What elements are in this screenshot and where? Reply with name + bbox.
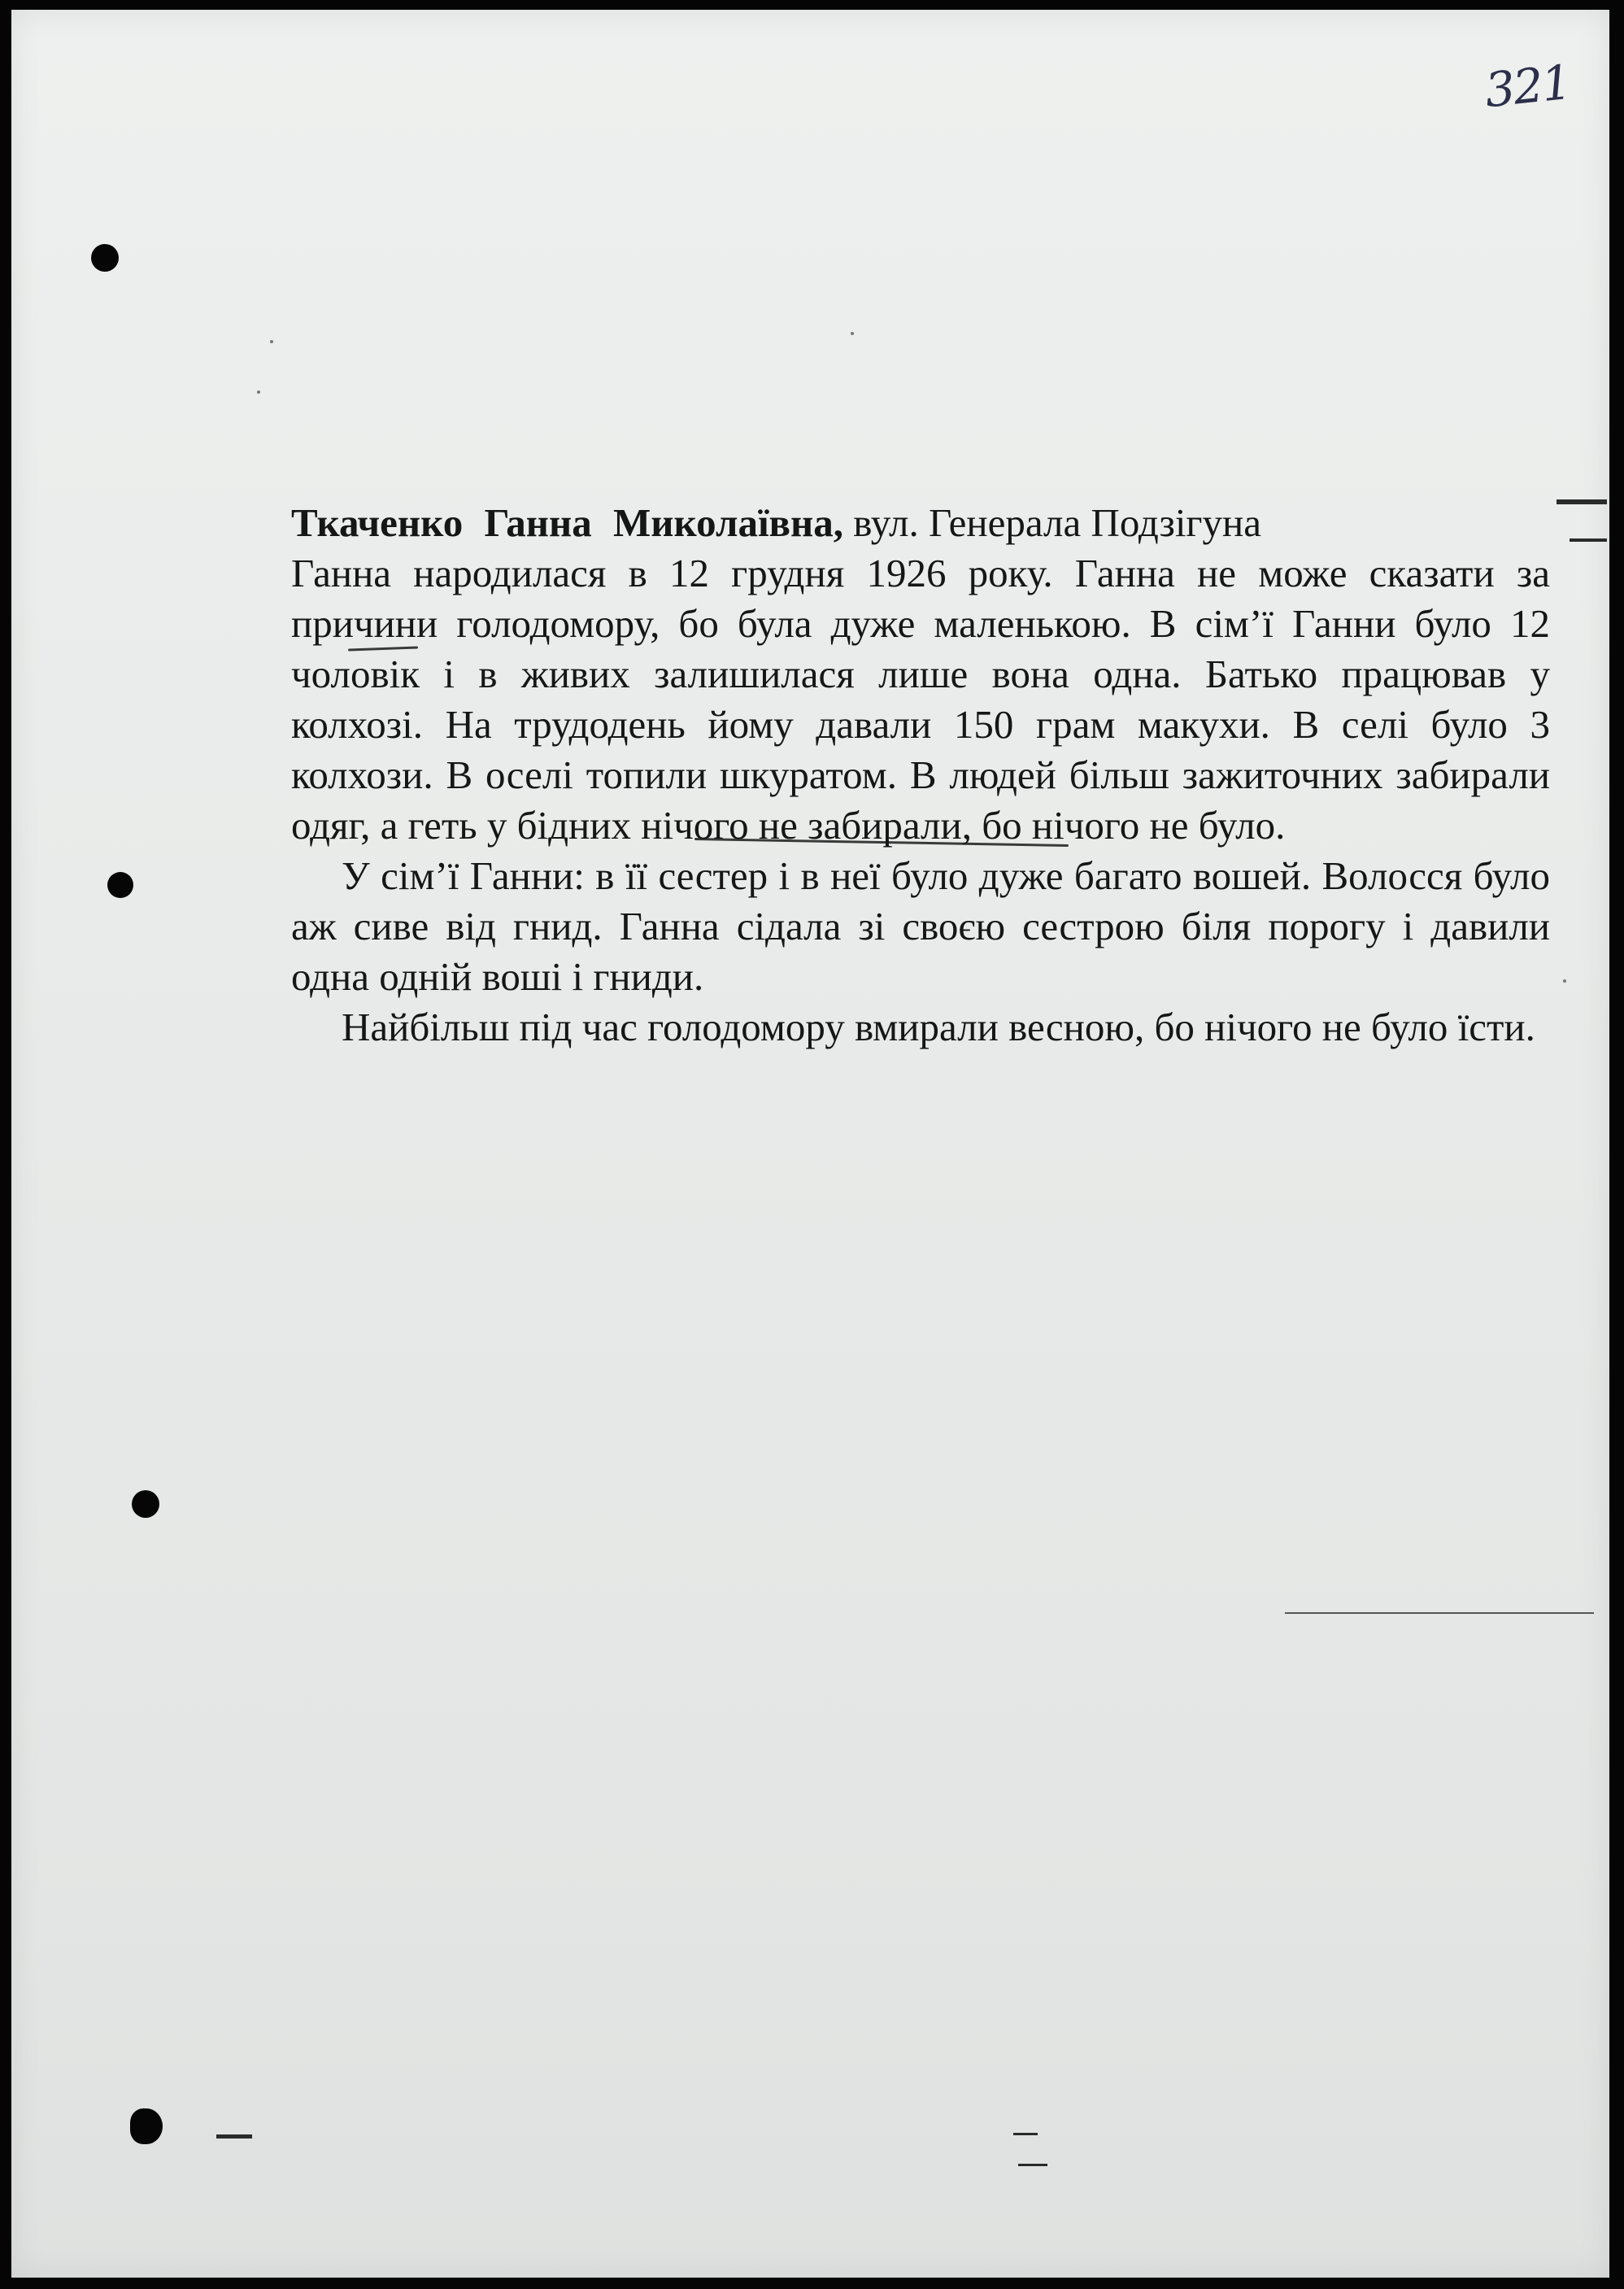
edge-mark-bottom-left	[216, 2134, 252, 2139]
testimony-heading	[291, 498, 1550, 548]
edge-mark-bottom-2	[1018, 2164, 1047, 2166]
punch-hole-lower	[132, 1490, 159, 1518]
testimony-text	[291, 498, 1550, 1053]
street-address: вул. Генерала Подзігуна	[843, 500, 1261, 545]
handwritten-page-number: 321	[1482, 54, 1573, 119]
speck-4	[1563, 979, 1566, 983]
document-page	[11, 10, 1609, 2278]
punch-hole-bottom	[130, 2108, 163, 2144]
punch-hole-middle	[107, 872, 133, 898]
edge-mark-right-1	[1557, 499, 1607, 504]
person-name: Ткаченко Ганна Миколаївна,	[291, 500, 843, 545]
punch-hole-top	[91, 244, 119, 272]
speck-3	[257, 390, 260, 394]
speck-1	[270, 340, 273, 343]
edge-mark-right-2	[1570, 538, 1607, 542]
edge-mark-bottom-1	[1013, 2133, 1038, 2135]
speck-2	[851, 332, 854, 335]
paragraph-3: Найбільш під час голодомору вмирали весною, бо нічого не було їсти.	[342, 1005, 1535, 1049]
edge-mark-right-3	[1285, 1612, 1594, 1614]
paragraph-2: У сім’ї Ганни: в її сестер і в неї було дуже багато вошей. Волосся було аж сиве від гнид. Ганна сідала зі своєю сестрою біля порогу і давили одна одній воші і гниди.	[291, 853, 1550, 999]
paragraph-1: Ганна народилася в 12 грудня 1926 року. Ганна не може сказати за причини голодомору, бо була дуже маленькою. В сім’ї Ганни було 12 чоловік і в живих залишилася лише вона одна. Батько працював у колхозі. На трудодень йому давали 150 грам макухи. В селі було 3 колхози. В оселі топили шкуратом. В людей більш зажиточних забирали одяг, а геть у бідних нічого не забирали, бо нічого не було.	[291, 551, 1550, 848]
